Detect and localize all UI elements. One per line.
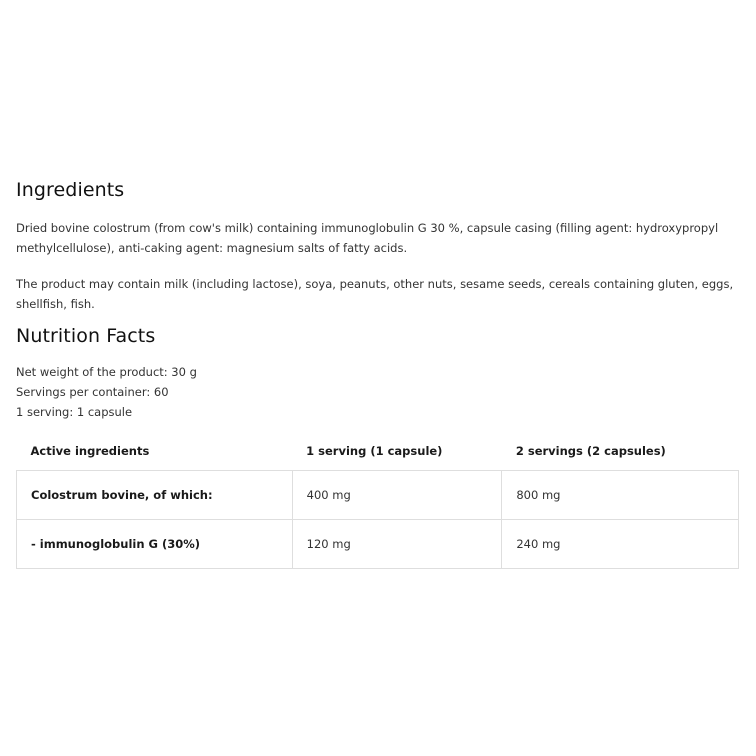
ingredients-heading: Ingredients (16, 179, 125, 201)
column-header: Active ingredients (30, 444, 150, 458)
nutrition-facts-summary (16, 362, 740, 422)
table-cell-value: 120 mg (292, 520, 502, 569)
nutrition-table (16, 432, 739, 569)
column-header: 1 serving (1 capsule) (306, 444, 443, 458)
table-cell-value: 800 mg (502, 471, 739, 520)
product-info-section (16, 176, 740, 569)
column-header: 2 servings (2 capsules) (515, 444, 666, 458)
net-weight-text: Net weight of the product: 30 g (16, 365, 197, 379)
table-cell-value: 400 mg (292, 471, 502, 520)
table-header-row (17, 432, 739, 471)
allergen-text: The product may contain milk (including lactose), soya, peanuts, other nuts, sesame seeds, cereals containing gluten, eggs, shellfish, fish. (16, 277, 734, 311)
nutrition-heading: Nutrition Facts (16, 325, 156, 347)
table-row (17, 471, 739, 520)
table-cell-ingredient: - immunoglobulin G (30%) (17, 520, 293, 569)
ingredients-text: Dried bovine colostrum (from cow's milk) containing immunoglobulin G 30 %, capsule casing (filling agent: hydroxypropyl methylcellulose), anti-caking agent: magnesium salts of fatty acids. (16, 221, 719, 255)
table-cell-ingredient: Colostrum bovine, of which: (17, 471, 293, 520)
servings-per-container-text: Servings per container: 60 (16, 385, 169, 399)
table-cell-value: 240 mg (502, 520, 739, 569)
serving-size-text: 1 serving: 1 capsule (16, 405, 133, 419)
table-row (17, 520, 739, 569)
